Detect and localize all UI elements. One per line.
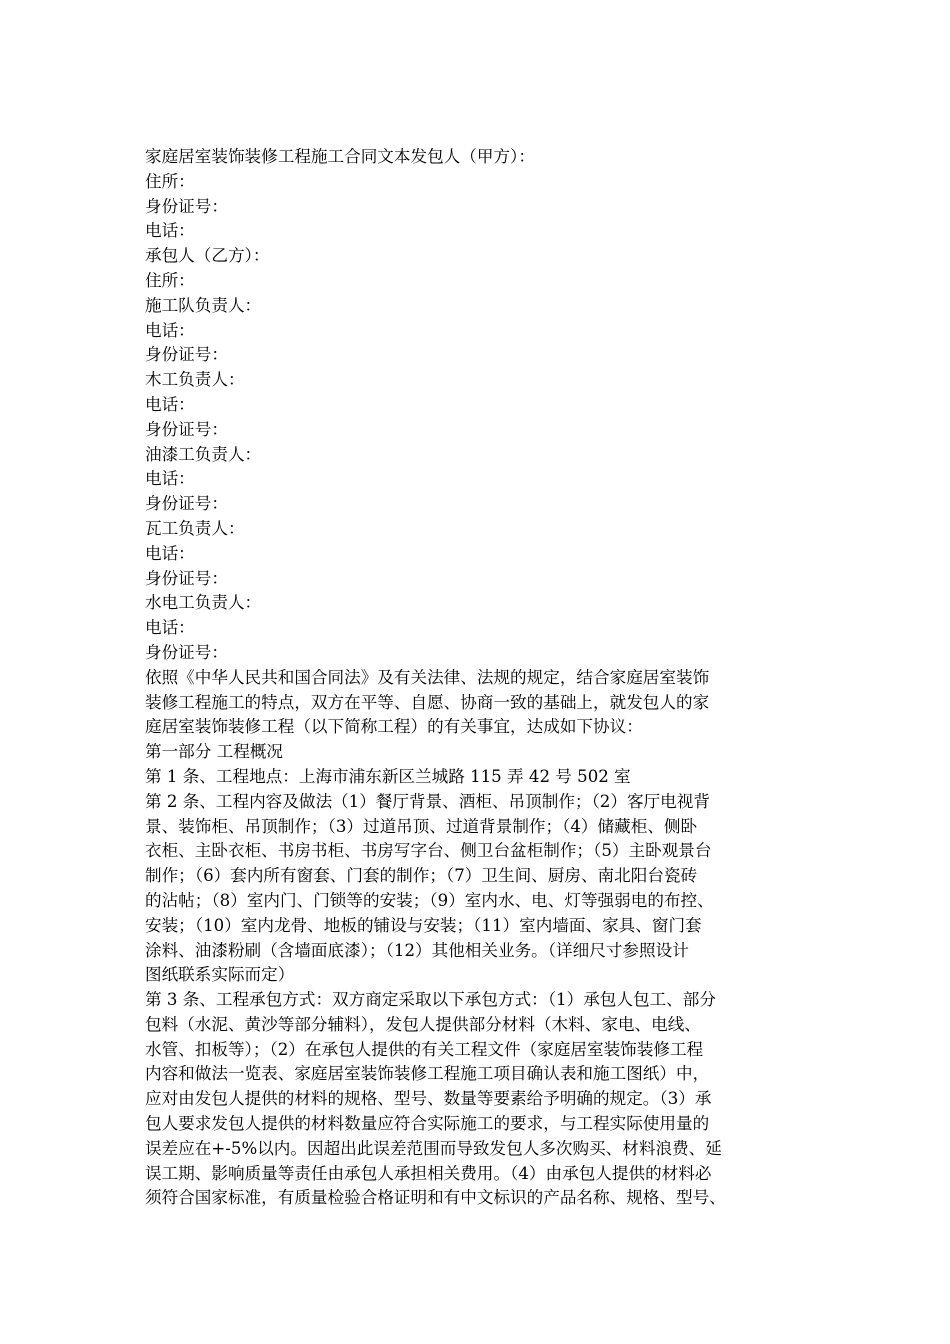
preamble-paragraph bbox=[145, 666, 805, 740]
party-info-line: 身份证号： bbox=[145, 494, 228, 514]
part-one-heading: 第一部分 工程概况 bbox=[145, 742, 284, 762]
party-info-line: 木工负责人： bbox=[145, 370, 245, 390]
article-3-line: 包料（水泥、黄沙等部分辅料），发包人提供部分材料（木料、家电、电线、 bbox=[145, 1014, 701, 1034]
party-info-line: 身份证号： bbox=[145, 568, 228, 588]
article-3-line: 第 3 条、工程承包方式：双方商定采取以下承包方式：（1）承包人包工、部分 bbox=[145, 990, 716, 1010]
party-info-line: 住所： bbox=[145, 270, 195, 290]
party-info-line: 承包人（乙方）： bbox=[145, 246, 270, 266]
party-info-line: 身份证号： bbox=[145, 196, 228, 216]
article-2-content bbox=[145, 790, 805, 988]
preamble-line: 装修工程施工的特点，双方在平等、自愿、协商一致的基础上，就发包人的家 bbox=[145, 692, 710, 712]
article-2-line: 涂料、油漆粉刷（含墙面底漆）；（12）其他相关业务。（详细尺寸参照设计 bbox=[145, 940, 689, 960]
article-3-line: 水管、扣板等）；（2）在承包人提供的有关工程文件（家庭居室装饰装修工程 bbox=[145, 1039, 704, 1059]
article-2-line: 衣柜、主卧衣柜、书房书柜、书房写字台、侧卫台盆柜制作；（5）主卧观景台 bbox=[145, 841, 712, 861]
party-info-line: 家庭居室装饰装修工程施工合同文本发包人（甲方）： bbox=[145, 147, 535, 166]
party-info-line: 住所： bbox=[145, 171, 195, 191]
article-2-line: 的沾帖；（8）室内门、门锁等的安装；（9）室内水、电、灯等强弱电的布控、 bbox=[145, 890, 714, 910]
article-3-contract-method bbox=[145, 988, 805, 1211]
preamble-line: 依照《中华人民共和国合同法》及有关法律、法规的规定，结合家庭居室装饰 bbox=[145, 667, 710, 687]
article-3-line: 误工期、影响质量等责任由承包人承担相关费用。（4）由承包人提供的材料必 bbox=[145, 1163, 712, 1183]
party-info-line: 身份证号： bbox=[145, 345, 228, 365]
party-info-line: 油漆工负责人： bbox=[145, 444, 262, 464]
article-3-line: 包人要求发包人提供的材料数量应符合实际施工的要求，与工程实际使用量的 bbox=[145, 1114, 710, 1134]
article-2-line: 制作；（6）套内所有窗套、门套的制作；（7）卫生间、厨房、南北阳台瓷砖 bbox=[145, 866, 698, 886]
party-info-line: 身份证号： bbox=[145, 642, 228, 662]
party-info-line: 身份证号： bbox=[145, 419, 228, 439]
party-info-line: 电话： bbox=[145, 543, 195, 563]
party-info-line: 电话： bbox=[145, 221, 195, 241]
party-info-line: 瓦工负责人： bbox=[145, 518, 245, 538]
article-3-line: 须符合国家标准，有质量检验合格证明和有中文标识的产品名称、规格、型号、 bbox=[145, 1188, 726, 1208]
article-2-line: 第 2 条、工程内容及做法（1）餐厅背景、酒柜、吊顶制作；（2）客厅电视背 bbox=[145, 791, 710, 811]
party-info-line: 电话： bbox=[145, 469, 195, 489]
article-3-line: 误差应在+-5%以内。因超出此误差范围而导致发包人多次购买、材料浪费、延 bbox=[145, 1138, 722, 1158]
party-info-block bbox=[145, 145, 805, 666]
party-info-line: 电话： bbox=[145, 618, 195, 638]
article-2-line: 安装；（10）室内龙骨、地板的铺设与安装；（11）室内墙面、家具、窗门套 bbox=[145, 915, 702, 935]
article-1-location: 第 1 条、工程地点：上海市浦东新区兰城路 115 弄 42 号 502 室 bbox=[145, 766, 631, 786]
party-info-line: 水电工负责人： bbox=[145, 593, 262, 613]
article-3-line: 内容和做法一览表、家庭居室装饰装修工程施工项目确认表和施工图纸）中， bbox=[145, 1064, 710, 1084]
party-info-line: 施工队负责人： bbox=[145, 295, 262, 315]
contract-document bbox=[145, 145, 805, 1211]
article-2-line: 景、装饰柜、吊顶制作；（3）过道吊顶、过道背景制作；（4）储藏柜、侧卧 bbox=[145, 816, 698, 836]
article-2-line: 图纸联系实际而定） bbox=[145, 965, 295, 985]
party-info-line: 电话： bbox=[145, 320, 195, 340]
preamble-line: 庭居室装饰装修工程（以下简称工程）的有关事宜，达成如下协议： bbox=[145, 717, 643, 737]
article-3-line: 应对由发包人提供的材料的规格、型号、数量等要素给予明确的规定。（3）承 bbox=[145, 1089, 712, 1109]
party-info-line: 电话： bbox=[145, 394, 195, 414]
